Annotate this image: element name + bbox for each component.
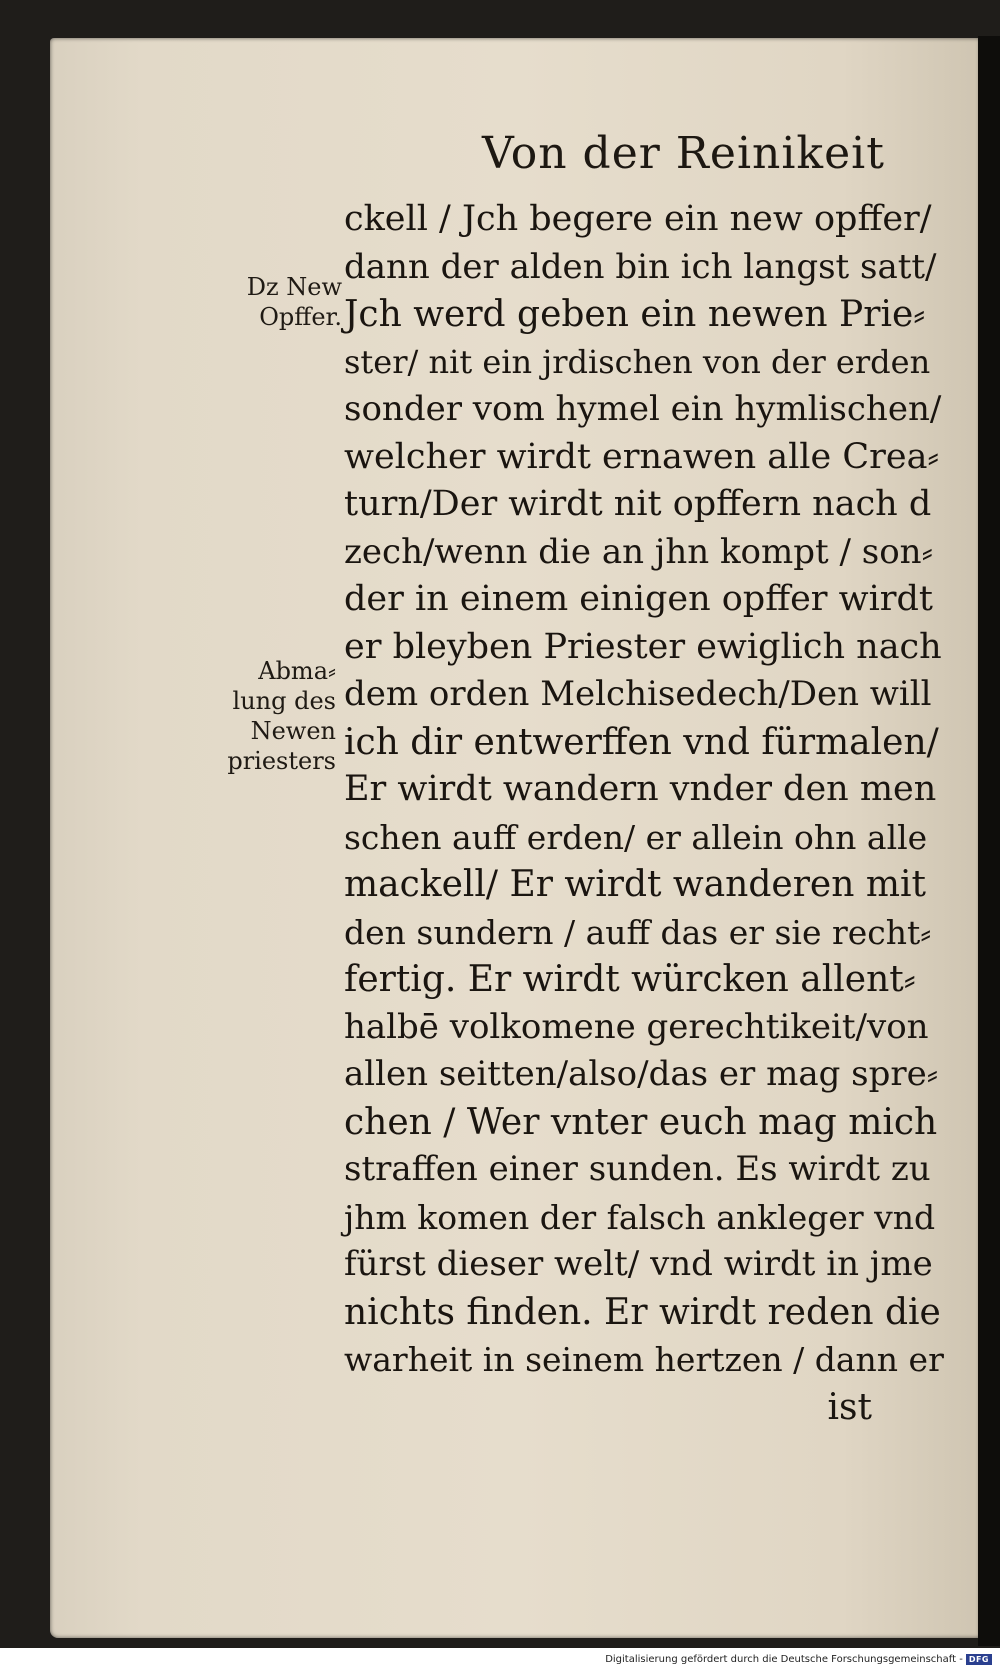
margin-note-line: Abma⸗ [258, 657, 336, 685]
text-line: sonder vom hymel ein hymlischen/ [344, 389, 942, 429]
page-edge-shadow [978, 36, 1000, 1646]
text-line: zech/wenn die an jhn kompt / son⸗ [344, 531, 933, 572]
text-line: fertig. Er wirdt würcken allent⸗ [344, 959, 916, 1000]
text-line: halbē volkomene gerechtikeit/von [344, 1006, 929, 1047]
body-text [344, 196, 944, 1431]
text-line: warheit in seinem hertzen / dann er [344, 1340, 944, 1379]
text-line: chen / Wer vnter euch mag mich [344, 1101, 938, 1143]
digitization-credit [605, 1654, 992, 1665]
dfg-logo-icon: DFG [966, 1654, 992, 1665]
text-line: nichts finden. Er wirdt reden die [344, 1291, 941, 1333]
text-line: Er wirdt wandern vnder den men [344, 769, 937, 809]
text-line: turn/Der wirdt nit opffern nach d [344, 484, 932, 524]
page-running-title: Von der Reinikeit [482, 128, 885, 179]
margin-note-line: priesters [227, 747, 336, 775]
text-line-catchword: ist [827, 1386, 872, 1428]
margin-note-line: Newen [250, 717, 336, 745]
text-line: schen auff erden/ er allein ohn alle [344, 817, 928, 857]
margin-note-line: Opffer. [259, 303, 342, 331]
margin-note-line: Dz New [246, 273, 342, 301]
credit-text: Digitalisierung gefördert durch die Deutsche Forschungsgemeinschaft - [605, 1654, 963, 1665]
text-line: mackell/ Er wirdt wanderen mit [344, 864, 926, 905]
text-line: ster/ nit ein jrdischen von der erden [344, 342, 931, 381]
text-line: den sundern / auff das er sie recht⸗ [344, 912, 932, 952]
text-line: der in einem einigen opffer wirdt [344, 579, 934, 619]
text-line: jhm komen der falsch ankleger vnd [344, 1197, 936, 1237]
text-line: dem orden Melchisedech/Den will [344, 674, 932, 714]
text-line: straffen einer sunden. Es wirdt zu [344, 1149, 931, 1189]
text-line: Jch werd geben ein newen Prie⸗ [344, 294, 926, 335]
text-line: fürst dieser welt/ vnd wirdt in jme [344, 1244, 933, 1284]
text-line: welcher wirdt ernawen alle Crea⸗ [344, 436, 940, 477]
text-line: dann der alden bin ich langst satt/ [344, 246, 937, 287]
text-line: ckell / Jch begere ein new opffer/ [344, 199, 932, 239]
text-line: er bleyben Priester ewiglich nach [344, 626, 942, 667]
text-line: ich dir entwerffen vnd fürmalen/ [344, 721, 939, 763]
margin-note-new-offering [200, 272, 342, 332]
text-line: allen seitten/also/das er mag spre⸗ [344, 1054, 939, 1094]
margin-note-new-priest [190, 656, 336, 776]
margin-note-line: lung des [232, 687, 336, 715]
